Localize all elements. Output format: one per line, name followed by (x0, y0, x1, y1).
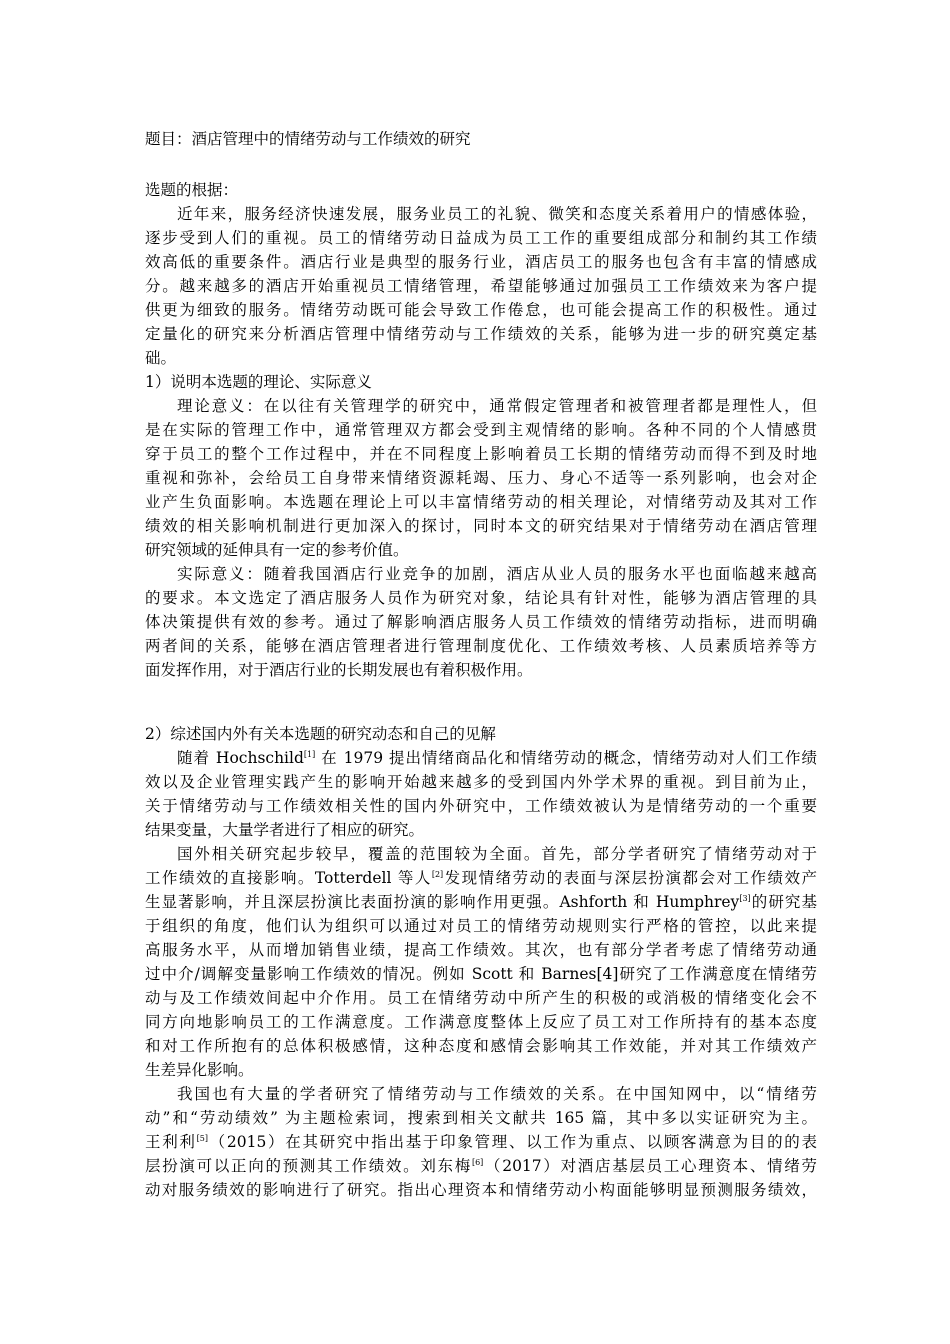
paragraph-line: 同方向地影响员工的工作满意度。工作满意度整体上反应了员工对工作所持有的基本态度 (145, 1013, 817, 1031)
paragraph-line: 础。 (145, 349, 177, 367)
paragraph-line: 逐步受到人们的重视。员工的情绪劳动日益成为员工工作的重要组成部分和制约其工作绩 (145, 229, 817, 247)
section-heading-1: 1）说明本选题的理论、实际意义 (145, 373, 372, 391)
paragraph-line: 实际意义：随着我国酒店行业竞争的加剧，酒店从业人员的服务水平也面临越来越高 (177, 565, 817, 583)
paragraph-line: 的要求。本文选定了酒店服务人员作为研究对象，结论具有针对性，能够为酒店管理的具 (145, 589, 817, 607)
paragraph-line: 生显著影响，并且深层扮演比表面扮演的影响作用更强。Ashforth 和 Humphrey[3]的研究基 (145, 893, 817, 911)
citation-ref: [5] (196, 1134, 208, 1143)
paragraph-line: 是在实际的管理工作中，通常管理双方都会受到主观情绪的影响。各种不同的个人情感贯 (145, 421, 817, 439)
paragraph-line: 关于情绪劳动与工作绩效相关性的国内外研究中，工作绩效被认为是情绪劳动的一个重要 (145, 797, 817, 815)
citation-ref: [3] (739, 894, 751, 903)
paragraph-line: 面发挥作用，对于酒店行业的长期发展也有着积极作用。 (145, 661, 533, 679)
paragraph-line: 动”和“劳动绩效” 为主题检索词，搜索到相关文献共 165 篇，其中多以实证研究为主。 (145, 1109, 817, 1127)
section-heading-2: 2）综述国内外有关本选题的研究动态和自己的见解 (145, 725, 496, 743)
paragraph-line: 层扮演可以正向的预测其工作绩效。刘东梅[6]（2017）对酒店基层员工心理资本、情绪劳 (145, 1157, 817, 1175)
paragraph-line: 分。越来越多的酒店开始重视员工情绪管理，希望能够通过加强员工工作绩效来为客户提 (145, 277, 817, 295)
paragraph-line: 效高低的重要条件。酒店行业是典型的服务行业，酒店员工的服务也包含有丰富的情感成 (145, 253, 817, 271)
paragraph-line: 绩效的相关影响机制进行更加深入的探讨，同时本文的研究结果对于情绪劳动在酒店管理 (145, 517, 817, 535)
paragraph-line: 王利利[5]（2015）在其研究中指出基于印象管理、以工作为重点、以顾客满意为目的的表 (145, 1133, 817, 1151)
paragraph-line: 和对工作所抱有的总体积极感情，这种态度和感情会影响其工作效能，并对其工作绩效产 (145, 1037, 817, 1055)
paragraph-line: 研究领域的延伸具有一定的参考价值。 (145, 541, 409, 559)
paragraph-line: 随着 Hochschild[1] 在 1979 提出情绪商品化和情绪劳动的概念，情绪劳动对人们工作绩 (177, 749, 817, 767)
paragraph-line: 两者间的关系，能够在酒店管理者进行管理制度优化、工作绩效考核、人员素质培养等方 (145, 637, 817, 655)
paragraph-line: 动与及工作绩效间起中介作用。员工在情绪劳动中所产生的积极的或消极的情绪变化会不 (145, 989, 817, 1007)
paragraph-line: 国外相关研究起步较早，覆盖的范围较为全面。首先，部分学者研究了情绪劳动对于 (177, 845, 817, 863)
paragraph-line: 重视和弥补，会给员工自身带来情绪资源耗竭、压力、身心不适等一系列影响，也会对企 (145, 469, 817, 487)
citation-ref: [1] (303, 750, 316, 759)
paragraph-line: 结果变量，大量学者进行了相应的研究。 (145, 821, 425, 839)
citation-ref: [6] (471, 1158, 484, 1167)
citation-ref: [2] (431, 870, 444, 879)
document-title: 题目：酒店管理中的情绪劳动与工作绩效的研究 (145, 130, 471, 148)
paragraph-line: 体决策提供有效的参考。通过了解影响酒店服务人员工作绩效的情绪劳动指标，进而明确 (145, 613, 817, 631)
paragraph-line: 我国也有大量的学者研究了情绪劳动与工作绩效的关系。在中国知网中，以“情绪劳 (177, 1085, 817, 1103)
paragraph-line: 高服务水平，从而增加销售业绩，提高工作绩效。其次，也有部分学者考虑了情绪劳动通 (145, 941, 817, 959)
paragraph-line: 过中介/调解变量影响工作绩效的情况。例如 Scott 和 Barnes[4]研究了工作满意度在情绪劳 (145, 965, 817, 983)
paragraph-line: 动对服务绩效的影响进行了研究。指出心理资本和情绪劳动小构面能够明显预测服务绩效， (145, 1181, 817, 1199)
paragraph-line: 穿于员工的整个工作过程中，并在不同程度上影响着员工长期的情绪劳动而得不到及时地 (145, 445, 817, 463)
paragraph-line: 效以及企业管理实践产生的影响开始越来越多的受到国内外学术界的重视。到目前为止， (145, 773, 817, 791)
paragraph-line: 供更为细致的服务。情绪劳动既可能会导致工作倦怠，也可能会提高工作的积极性。通过 (145, 301, 817, 319)
paragraph-line: 定量化的研究来分析酒店管理中情绪劳动与工作绩效的关系，能够为进一步的研究奠定基 (145, 325, 817, 343)
paragraph-line: 近年来，服务经济快速发展，服务业员工的礼貌、微笑和态度关系着用户的情感体验， (177, 205, 817, 223)
paragraph-line: 理论意义：在以往有关管理学的研究中，通常假定管理者和被管理者都是理性人，但 (177, 397, 817, 415)
paragraph-line: 业产生负面影响。本选题在理论上可以丰富情绪劳动的相关理论，对情绪劳动及其对工作 (145, 493, 817, 511)
paragraph-line: 工作绩效的直接影响。Totterdell 等人[2]发现情绪劳动的表面与深层扮演都会对工作绩效产 (145, 869, 817, 887)
paragraph-line: 生差异化影响。 (145, 1061, 254, 1079)
basis-heading: 选题的根据： (145, 181, 239, 199)
paragraph-line: 于组织的角度，他们认为组织可以通过对员工的情绪劳动规则实行严格的管控，以此来提 (145, 917, 817, 935)
